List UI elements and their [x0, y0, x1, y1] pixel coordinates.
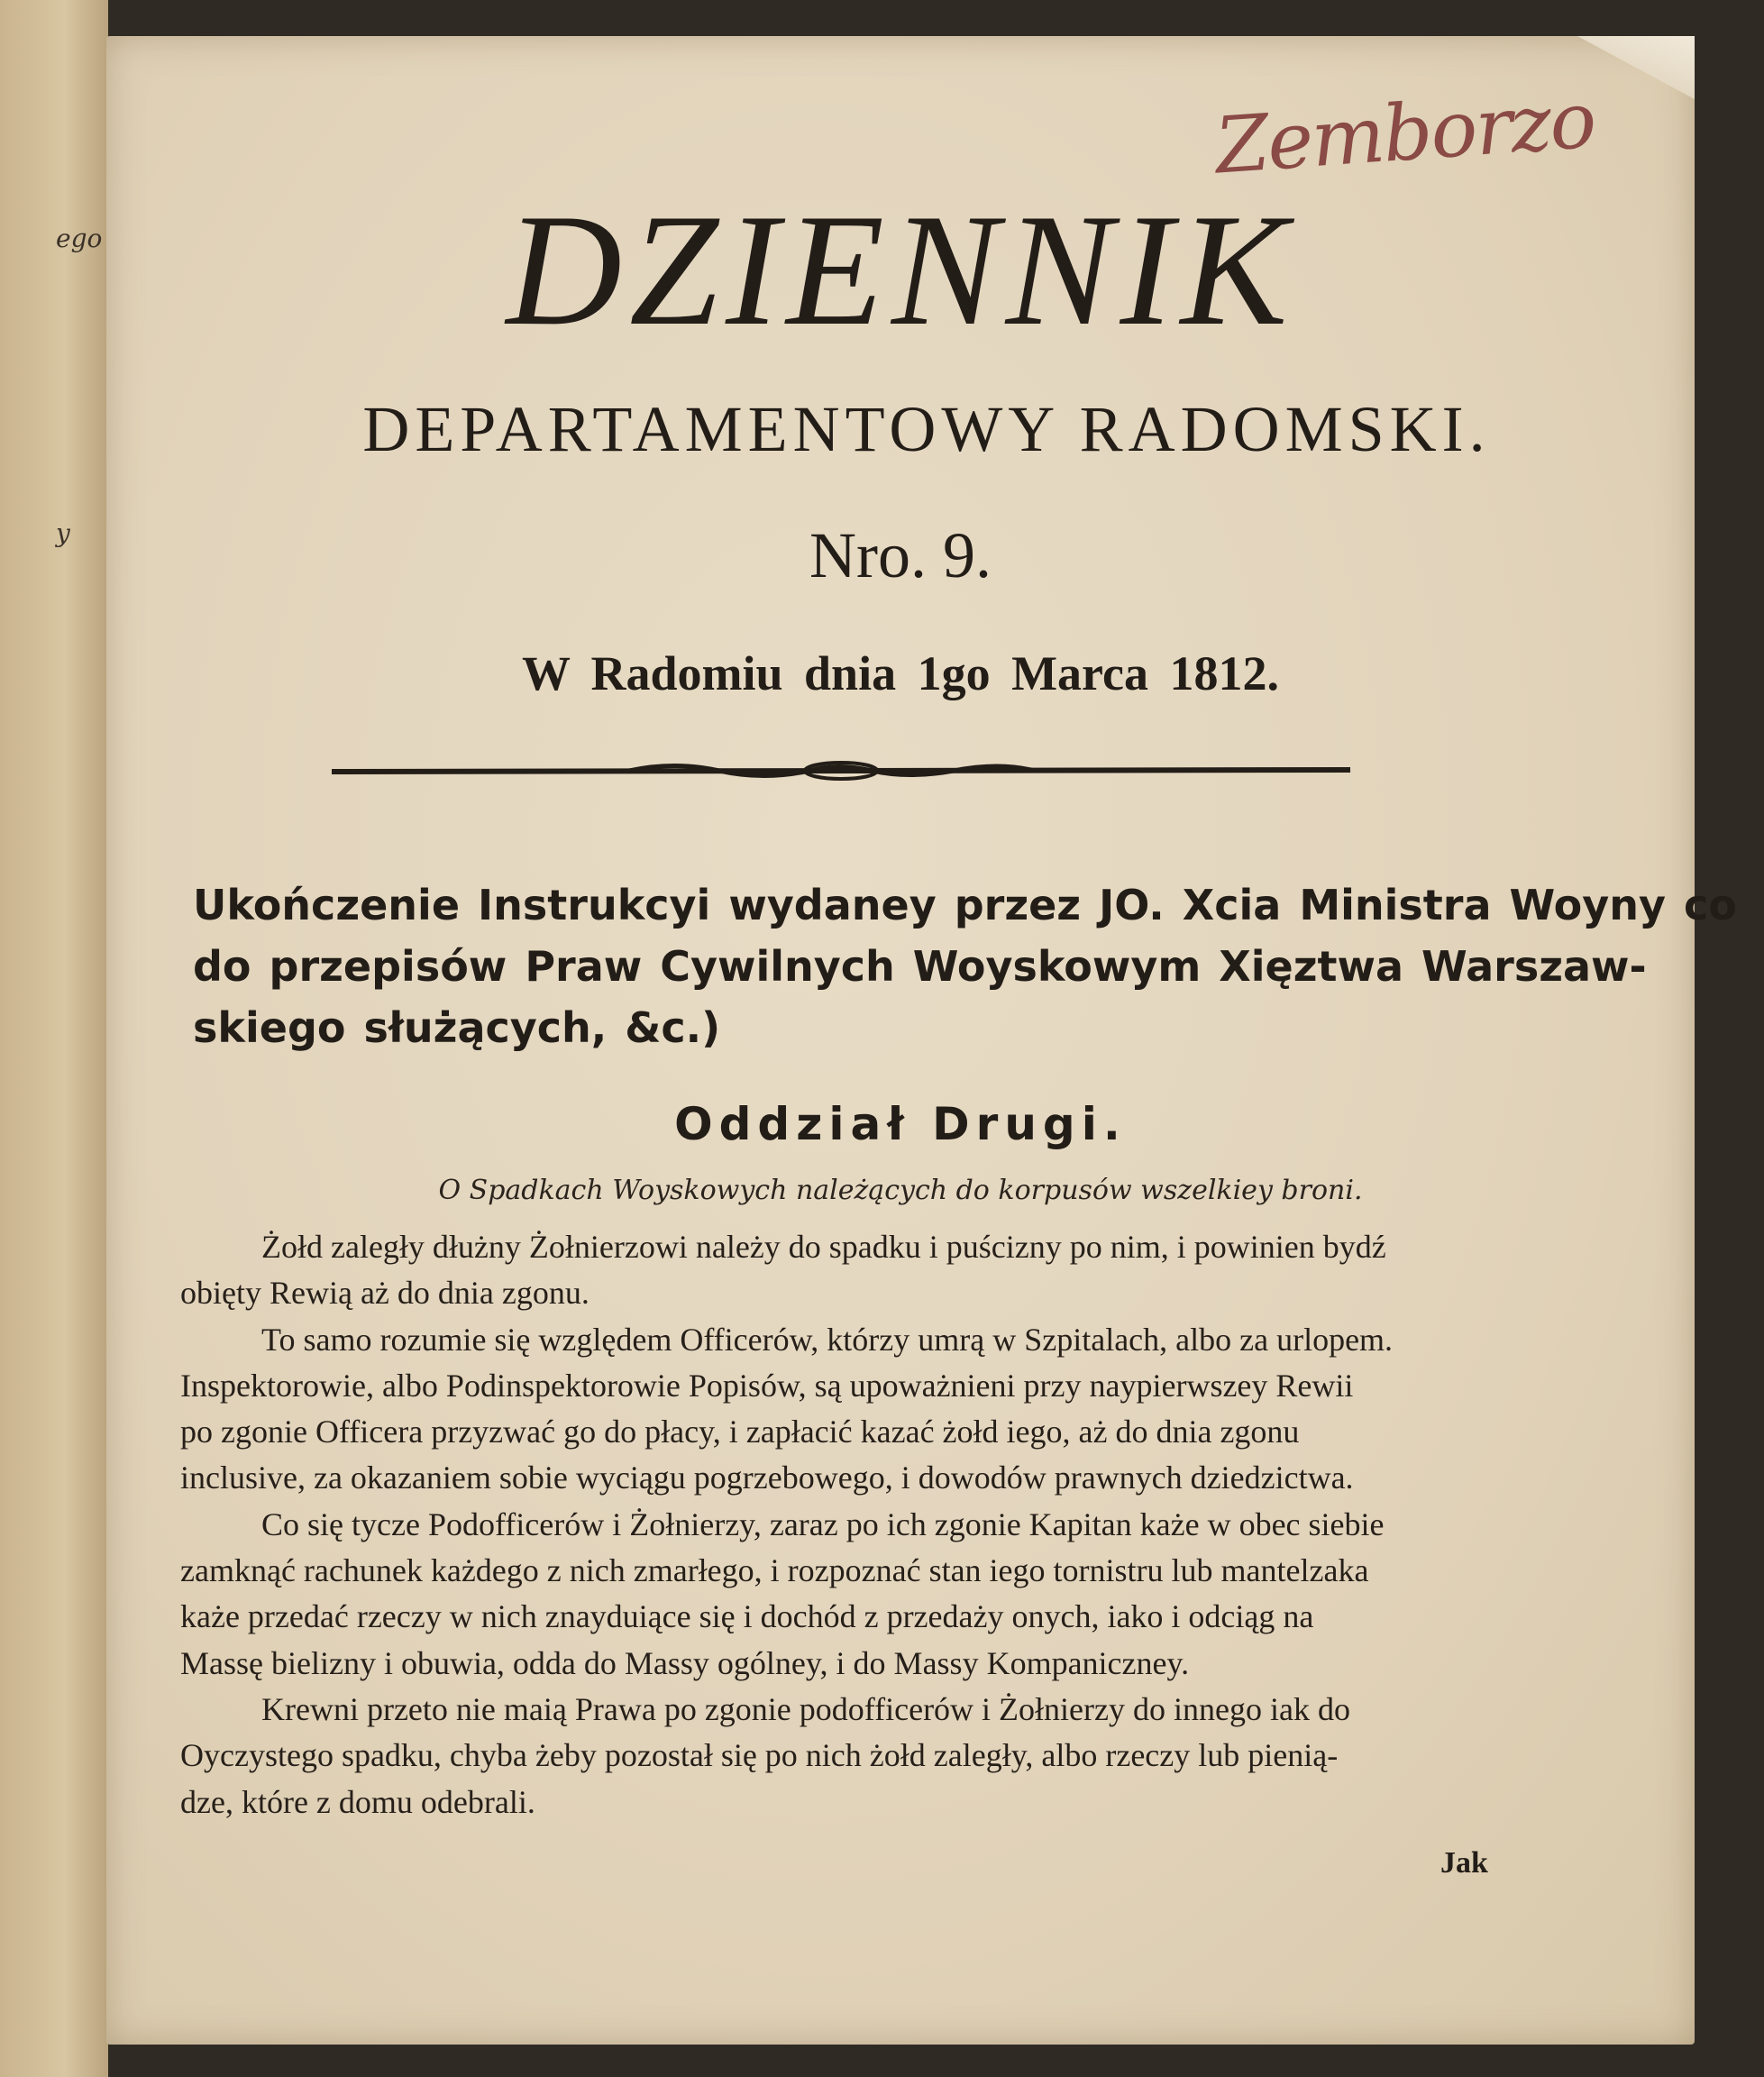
body-text — [180, 1224, 1659, 1825]
text-line: każe przedać rzeczy w nich znayduiące się i dochód z przedaży onych, iako i odciąg na — [180, 1598, 1314, 1635]
subsection-title: Oddział Drugi. — [674, 1098, 1127, 1150]
text-line: Massę bielizny i obuwia, odda do Massy ogólney, i do Massy Kompaniczney. — [180, 1644, 1190, 1681]
text-line: po zgonie Officera przyzwać go do płacy, i zapłacić kazać żołd iego, aż do dnia zgonu — [180, 1414, 1300, 1450]
text-line: zamknąć rachunek każdego z nich zmarłego, i rozpoznać stan iego tornistru lub mantelzaka — [180, 1552, 1369, 1589]
masthead-title: DZIENNIK — [506, 180, 1295, 359]
ornamental-rule — [332, 757, 1350, 784]
text-line: inclusive, za okazaniem sobie wyciągu pogrzebowego, i dowodów prawnych dziedzictwa. — [180, 1459, 1354, 1496]
previous-page-fragment: y — [56, 518, 70, 548]
subsection-subtitle: O Spadkach Woyskowych należących do korpusów wszelkiey broni. — [438, 1175, 1363, 1206]
section-heading-line: skiego służących, &c.) — [193, 1003, 721, 1052]
text-line: Co się tycze Podofficerów i Żołnierzy, zaraz po ich zgonie Kapitan każe w obec siebie — [261, 1505, 1385, 1542]
catchword: Jak — [1440, 1846, 1488, 1880]
text-line: dze, które z domu odebrali. — [180, 1783, 535, 1820]
issue-date: W Radomiu dnia 1go Marca 1812. — [521, 646, 1280, 700]
text-line: Inspektorowie, albo Podinspektorowie Popisów, są upoważnieni przy naypierwszey Rewii — [180, 1367, 1354, 1404]
text-line: Oyczystego spadku, chyba żeby pozostał się po nich żołd zaległy, albo rzeczy lub pienią- — [180, 1737, 1339, 1774]
section-heading-line: do przepisów Praw Cywilnych Woyskowym Xięztwa Warszaw- — [193, 942, 1647, 991]
handwritten-signature: Zemborzo — [1212, 75, 1598, 192]
section-heading-line: Ukończenie Instrukcyi wydaney przez JO. Xcia Ministra Woyny co — [193, 881, 1737, 929]
section-heading — [193, 874, 1737, 1058]
folded-corner — [1577, 36, 1695, 99]
text-line: obięty Rewią aż do dnia zgonu. — [180, 1275, 590, 1312]
masthead-subtitle: DEPARTAMENTOWY RADOMSKI. — [362, 393, 1491, 465]
previous-page-fragment: ego — [56, 224, 103, 253]
text-line: Krewni przeto nie maią Prawa po zgonie podofficerów i Żołnierzy do innego iak do — [261, 1690, 1350, 1727]
document-page — [106, 36, 1737, 2045]
text-line: To samo rozumie się względem Officerów, którzy umrą w Szpitalach, albo za urlopem. — [261, 1321, 1394, 1358]
previous-page-edge — [0, 0, 108, 2077]
issue-number: Nro. 9. — [809, 519, 992, 591]
text-line: Żołd zaległy dłużny Żołnierzowi należy do spadku i puścizny po nim, i powinien bydź — [261, 1229, 1386, 1265]
